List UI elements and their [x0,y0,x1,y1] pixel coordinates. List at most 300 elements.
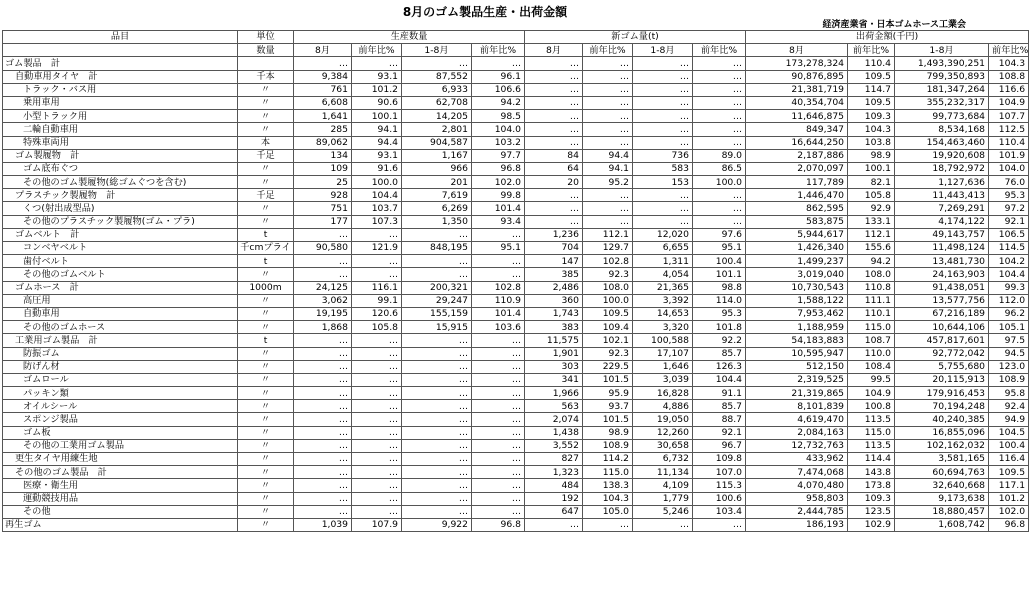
header-unit: 単位 [238,31,294,44]
value-cell: 104.4 [989,268,1029,281]
table-row [3,202,1029,215]
value-cell: … [693,189,746,202]
value-cell: 113.5 [848,413,895,426]
value-cell: … [402,57,472,70]
value-cell: … [472,334,525,347]
unit-cell: 〃 [238,413,294,426]
value-cell: … [402,439,472,452]
value-cell: 101.5 [583,373,633,386]
value-cell: … [583,518,633,531]
value-cell: … [294,400,352,413]
value-cell: … [472,426,525,439]
table-row [3,215,1029,228]
value-cell: 10,644,106 [895,321,989,334]
value-cell: … [693,136,746,149]
value-cell: … [693,215,746,228]
value-cell: … [294,373,352,386]
value-cell: 583,875 [746,215,848,228]
table-row [3,321,1029,334]
value-cell: … [294,255,352,268]
value-cell: … [402,334,472,347]
value-cell: … [472,228,525,241]
value-cell: 114.4 [848,453,895,466]
value-cell: 24,125 [294,281,352,294]
value-cell: 112.5 [989,123,1029,136]
header-qty: 数量 [238,44,294,57]
unit-cell: 〃 [238,162,294,175]
unit-cell: 千足 [238,149,294,162]
value-cell: 98.8 [693,281,746,294]
value-cell: 4,886 [633,400,693,413]
unit-cell: 〃 [238,492,294,505]
value-cell: 102.1 [583,334,633,347]
item-name: 工業用ゴム製品 計 [3,334,238,347]
value-cell: 108.0 [848,268,895,281]
value-cell: 11,646,875 [746,110,848,123]
value-cell: 761 [294,83,352,96]
value-cell: 1,311 [633,255,693,268]
value-cell: 104.3 [848,123,895,136]
value-cell: 134 [294,149,352,162]
header-sub: 8月 [294,44,352,57]
value-cell: 102.0 [472,176,525,189]
table-row [3,189,1029,202]
value-cell: 104.0 [472,123,525,136]
value-cell: 92.3 [583,347,633,360]
value-cell: … [402,479,472,492]
value-cell: … [352,426,402,439]
value-cell: 1,188,959 [746,321,848,334]
value-cell: 94.4 [352,136,402,149]
value-cell: 92.3 [583,268,633,281]
unit-cell: 1000m [238,281,294,294]
value-cell: 133.1 [848,215,895,228]
value-cell: 89,062 [294,136,352,149]
table-row [3,96,1029,109]
value-cell: 96.8 [472,518,525,531]
value-cell: … [402,255,472,268]
value-cell: 98.9 [848,149,895,162]
value-cell: 6,732 [633,453,693,466]
value-cell: … [472,413,525,426]
value-cell: 94.1 [583,162,633,175]
value-cell: 110.8 [848,281,895,294]
value-cell: … [693,96,746,109]
item-name: その他の工業用ゴム製品 [3,439,238,452]
value-cell: 115.0 [848,321,895,334]
value-cell: 3,552 [525,439,583,452]
value-cell: 106.6 [472,83,525,96]
value-cell: 3,019,040 [746,268,848,281]
value-cell: 827 [525,453,583,466]
value-cell: … [693,518,746,531]
value-cell: 100.1 [848,162,895,175]
unit-cell: 〃 [238,321,294,334]
value-cell: … [633,189,693,202]
value-cell: … [294,426,352,439]
header-sub: 1-8月 [402,44,472,57]
value-cell: 117,789 [746,176,848,189]
value-cell: 512,150 [746,360,848,373]
value-cell: 285 [294,123,352,136]
value-cell: 62,708 [402,96,472,109]
table-row [3,281,1029,294]
value-cell: 97.6 [693,228,746,241]
value-cell: … [693,123,746,136]
value-cell: 93.1 [352,149,402,162]
value-cell: 849,347 [746,123,848,136]
value-cell: 5,755,680 [895,360,989,373]
value-cell: … [525,96,583,109]
unit-cell: 千足 [238,189,294,202]
value-cell: 2,486 [525,281,583,294]
header-sub: 8月 [746,44,848,57]
value-cell: 10,595,947 [746,347,848,360]
source-label: 経済産業省・日本ゴムホース工業会 [822,20,966,30]
value-cell: 6,655 [633,242,693,255]
value-cell: 88.7 [693,413,746,426]
value-cell: … [352,57,402,70]
value-cell: … [352,492,402,505]
value-cell: 4,054 [633,268,693,281]
value-cell: 2,801 [402,123,472,136]
value-cell: 192 [525,492,583,505]
value-cell: … [472,360,525,373]
value-cell: 20,115,913 [895,373,989,386]
value-cell: 8,534,168 [895,123,989,136]
value-cell: 94.4 [583,149,633,162]
item-name: ゴム底布ぐつ [3,162,238,175]
table-row [3,242,1029,255]
value-cell: 1,743 [525,307,583,320]
header-sub: 1-8月 [633,44,693,57]
value-cell: 155.6 [848,242,895,255]
value-cell: … [693,57,746,70]
value-cell: 104.5 [989,426,1029,439]
unit-cell: 〃 [238,453,294,466]
header-shipment: 出荷金額(千円) [746,31,1029,44]
value-cell: 2,084,163 [746,426,848,439]
value-cell: 2,074 [525,413,583,426]
table-row [3,255,1029,268]
value-cell: 1,493,390,251 [895,57,989,70]
table-row [3,360,1029,373]
unit-cell: 〃 [238,202,294,215]
value-cell: 85.7 [693,400,746,413]
value-cell: … [352,505,402,518]
value-cell: 1,039 [294,518,352,531]
value-cell: 1,646 [633,360,693,373]
value-cell: … [472,387,525,400]
value-cell: 100.4 [989,439,1029,452]
value-cell: … [472,347,525,360]
value-cell: 95.2 [583,176,633,189]
value-cell: 104.9 [848,387,895,400]
header-sub: 8月 [525,44,583,57]
value-cell: … [525,83,583,96]
value-cell: 115.3 [693,479,746,492]
value-cell: 1,588,122 [746,294,848,307]
value-cell: … [583,70,633,83]
value-cell: 99.8 [472,189,525,202]
value-cell: … [583,189,633,202]
value-cell: 120.6 [352,307,402,320]
header-new-rubber: 新ゴム量(t) [525,31,746,44]
item-name: 高圧用 [3,294,238,307]
value-cell: 103.6 [472,321,525,334]
value-cell: 92.1 [989,215,1029,228]
production-shipment-table [2,30,1029,532]
value-cell: 7,953,462 [746,307,848,320]
value-cell: 94.2 [848,255,895,268]
value-cell: … [633,57,693,70]
value-cell: 4,070,480 [746,479,848,492]
unit-cell: t [238,255,294,268]
value-cell: 109.5 [583,307,633,320]
value-cell: 11,498,124 [895,242,989,255]
value-cell: 14,653 [633,307,693,320]
value-cell: 799,350,893 [895,70,989,83]
value-cell: 30,658 [633,439,693,452]
value-cell: 13,577,756 [895,294,989,307]
value-cell: … [472,373,525,386]
value-cell: 19,920,608 [895,149,989,162]
value-cell: 92,772,042 [895,347,989,360]
unit-cell: 〃 [238,400,294,413]
item-name: 運動競技用品 [3,492,238,505]
value-cell: 103.4 [693,505,746,518]
unit-cell: 千本 [238,70,294,83]
value-cell: 67,216,189 [895,307,989,320]
value-cell: … [525,518,583,531]
unit-cell: 〃 [238,294,294,307]
item-name: その他のゴムベルト [3,268,238,281]
value-cell: 116.4 [989,453,1029,466]
value-cell: 92.2 [693,334,746,347]
value-cell: … [402,492,472,505]
table-row [3,518,1029,531]
table-row [3,387,1029,400]
value-cell: 108.4 [848,360,895,373]
value-cell: 95.1 [472,242,525,255]
value-cell: 103.2 [472,136,525,149]
value-cell: … [352,347,402,360]
value-cell: 90.6 [352,96,402,109]
value-cell: 19,050 [633,413,693,426]
table-row [3,466,1029,479]
table-row [3,347,1029,360]
value-cell: 93.7 [583,400,633,413]
unit-cell: 〃 [238,426,294,439]
value-cell: … [583,136,633,149]
value-cell: 101.4 [472,202,525,215]
value-cell: 117.1 [989,479,1029,492]
value-cell: 16,828 [633,387,693,400]
value-cell: 1,641 [294,110,352,123]
value-cell: 105.8 [848,189,895,202]
value-cell: … [402,347,472,360]
value-cell: 25 [294,176,352,189]
value-cell: 7,474,068 [746,466,848,479]
value-cell: 3,581,165 [895,453,989,466]
value-cell: 104.2 [989,255,1029,268]
value-cell: 121.9 [352,242,402,255]
value-cell: … [402,426,472,439]
table-row [3,294,1029,307]
value-cell: 76.0 [989,176,1029,189]
value-cell: 108.9 [583,439,633,452]
table-row [3,110,1029,123]
table-row [3,400,1029,413]
value-cell: … [693,110,746,123]
value-cell: … [633,215,693,228]
value-cell: 97.5 [989,334,1029,347]
value-cell: 704 [525,242,583,255]
value-cell: … [472,255,525,268]
value-cell: 736 [633,149,693,162]
unit-cell [238,57,294,70]
value-cell: … [525,123,583,136]
item-name: 小型トラック用 [3,110,238,123]
unit-cell: 本 [238,136,294,149]
value-cell: 10,730,543 [746,281,848,294]
value-cell: 6,933 [402,83,472,96]
value-cell: … [294,453,352,466]
value-cell: 1,901 [525,347,583,360]
value-cell: 99.3 [989,281,1029,294]
value-cell: 751 [294,202,352,215]
value-cell: 96.1 [472,70,525,83]
table-row [3,492,1029,505]
value-cell: 109.5 [989,466,1029,479]
item-name: ゴム製履物 計 [3,149,238,162]
value-cell: 3,039 [633,373,693,386]
value-cell: 101.2 [989,492,1029,505]
header-sub: 前年比% [583,44,633,57]
value-cell: … [583,83,633,96]
value-cell: 100.0 [583,294,633,307]
unit-cell: 〃 [238,479,294,492]
item-name: 特殊車両用 [3,136,238,149]
value-cell: 82.1 [848,176,895,189]
value-cell: 11,134 [633,466,693,479]
value-cell: 116.6 [989,83,1029,96]
item-name: その他のゴムホース [3,321,238,334]
value-cell: … [402,387,472,400]
value-cell: 101.2 [352,83,402,96]
value-cell: 94.5 [989,347,1029,360]
value-cell: 107.7 [989,110,1029,123]
value-cell: 21,365 [633,281,693,294]
value-cell: 108.0 [583,281,633,294]
value-cell: … [525,110,583,123]
value-cell: … [472,439,525,452]
value-cell: … [294,57,352,70]
value-cell: 101.1 [693,268,746,281]
value-cell: 155,159 [402,307,472,320]
value-cell: 110.1 [848,307,895,320]
value-cell: 110.0 [848,347,895,360]
value-cell: 16,855,096 [895,426,989,439]
item-name: その他のゴム製品 計 [3,466,238,479]
value-cell: 114.5 [989,242,1029,255]
value-cell: 179,916,453 [895,387,989,400]
value-cell: … [352,334,402,347]
value-cell: 9,384 [294,70,352,83]
value-cell: 181,347,264 [895,83,989,96]
value-cell: 94.1 [352,123,402,136]
value-cell: … [352,360,402,373]
value-cell: 91.1 [693,387,746,400]
value-cell: 1,426,340 [746,242,848,255]
unit-cell: 〃 [238,110,294,123]
value-cell: 7,619 [402,189,472,202]
value-cell: 93.1 [352,70,402,83]
value-cell: … [583,96,633,109]
value-cell: 109.5 [848,70,895,83]
unit-cell: 〃 [238,123,294,136]
item-name: 医療・衛生用 [3,479,238,492]
value-cell: 17,107 [633,347,693,360]
value-cell: … [352,479,402,492]
value-cell: 12,732,763 [746,439,848,452]
header-sub: 前年比% [848,44,895,57]
value-cell: … [633,70,693,83]
value-cell: 87,552 [402,70,472,83]
value-cell: … [472,453,525,466]
unit-cell: 〃 [238,387,294,400]
value-cell: 94.9 [989,413,1029,426]
value-cell: 9,173,638 [895,492,989,505]
value-cell: 92.1 [693,426,746,439]
value-cell: 3,392 [633,294,693,307]
table-row [3,228,1029,241]
value-cell: … [583,110,633,123]
item-name: 二輪自動車用 [3,123,238,136]
value-cell: 647 [525,505,583,518]
value-cell: 101.5 [583,413,633,426]
value-cell: 40,240,385 [895,413,989,426]
unit-cell: 〃 [238,96,294,109]
table-row [3,413,1029,426]
value-cell: 11,575 [525,334,583,347]
header-row-2 [3,44,1029,57]
value-cell: 958,803 [746,492,848,505]
value-cell: 100,588 [633,334,693,347]
value-cell: … [294,347,352,360]
value-cell: … [525,189,583,202]
value-cell: 102.9 [848,518,895,531]
value-cell: 89.0 [693,149,746,162]
value-cell: … [633,110,693,123]
value-cell: 92.9 [848,202,895,215]
value-cell: 583 [633,162,693,175]
value-cell: 385 [525,268,583,281]
value-cell: … [525,215,583,228]
value-cell: … [472,268,525,281]
value-cell: … [352,373,402,386]
value-cell: 95.3 [693,307,746,320]
value-cell: 109.8 [693,453,746,466]
value-cell: … [402,268,472,281]
value-cell: 1,167 [402,149,472,162]
value-cell: 123.0 [989,360,1029,373]
value-cell: 102.8 [472,281,525,294]
value-cell: 100.4 [693,255,746,268]
value-cell: 97.7 [472,149,525,162]
value-cell: 90,876,895 [746,70,848,83]
value-cell: 383 [525,321,583,334]
